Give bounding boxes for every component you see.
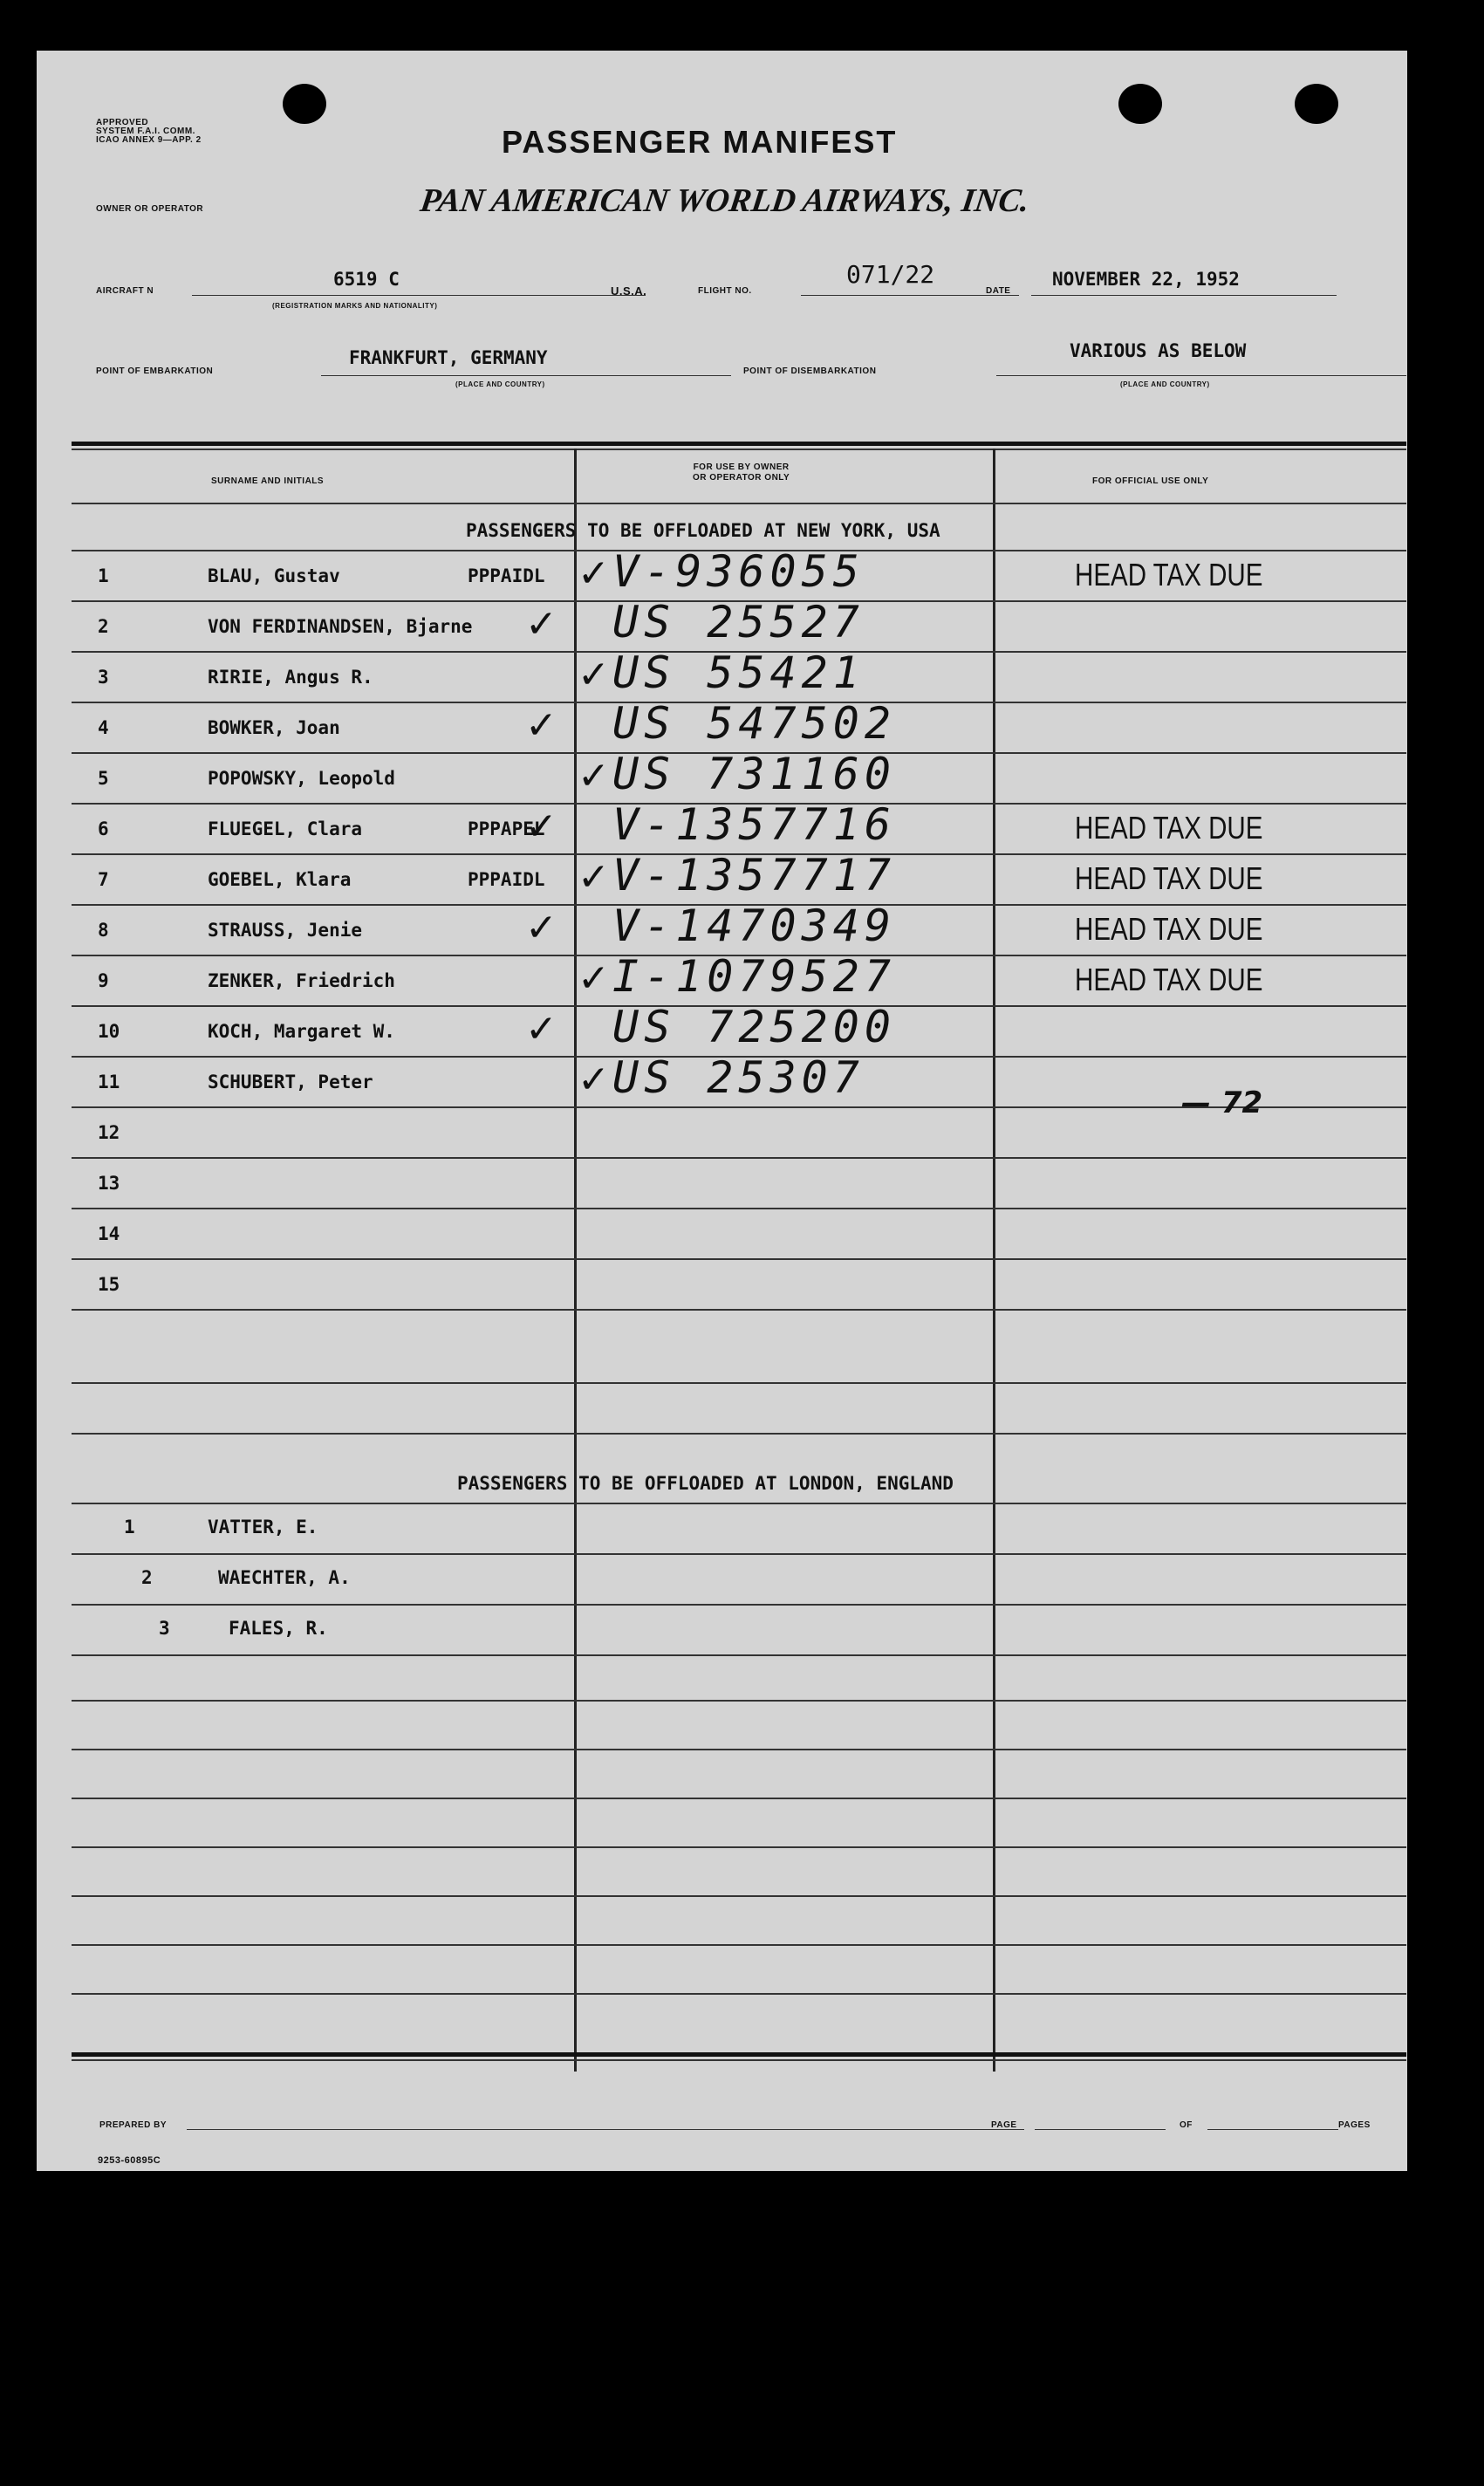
check-mark: ✓ [578,1058,610,1102]
table-row [37,647,1407,703]
passenger-name: WAECHTER, A. [218,1567,351,1588]
row-number: 4 [98,717,109,738]
table-row [37,546,1407,602]
owner-label: OWNER OR OPERATOR [96,204,204,214]
approval-note: APPROVED SYSTEM F.A.I. COMM. ICAO ANNEX 9—APP. 2 [96,118,202,145]
passenger-name: POPOWSKY, Leopold [208,768,395,789]
row-number: 3 [98,667,109,688]
disembark-label: POINT OF DISEMBARKATION [743,366,877,376]
payment-code: PPPAPEL [468,818,545,839]
flight-value: 071/22 [846,260,935,289]
table-row [37,1606,1407,1656]
passenger-name: VON FERDINANDSEN, Bjarne [208,616,473,637]
date-value: NOVEMBER 22, 1952 [1052,269,1240,290]
registration-note: (REGISTRATION MARKS AND NATIONALITY) [272,302,438,310]
ny-section-heading: PASSENGERS TO BE OFFLOADED AT NEW YORK, USA [466,520,940,541]
table-row [37,1159,1407,1209]
disembark-value: VARIOUS AS BELOW [1070,340,1247,361]
table-row [37,901,1407,956]
row-number: 6 [98,818,109,839]
operator-name: PAN AMERICAN WORLD AIRWAYS, INC. [418,182,1032,219]
of-label: OF [1180,2120,1193,2130]
row-number: 15 [98,1274,120,1295]
table-row [37,850,1407,906]
head-tax-stamp: HEAD TAX DUE [1075,911,1263,947]
passenger-name: FLUEGEL, Clara [208,818,363,839]
check-mark: ✓ [578,855,610,900]
table-row [37,1555,1407,1606]
head-tax-stamp: HEAD TAX DUE [1075,810,1263,846]
punch-hole [1295,84,1338,124]
head-tax-stamp: HEAD TAX DUE [1075,557,1263,592]
check-mark: ✓ [525,1007,557,1051]
table-row [37,597,1407,653]
document-number: V-936055 [612,546,865,597]
page-label: PAGE [991,2120,1017,2130]
passenger-name: VATTER, E. [208,1517,318,1537]
document-number: US 731160 [612,749,896,799]
document-number: US 725200 [612,1002,896,1052]
row-number: 10 [98,1021,120,1042]
embark-note: (PLACE AND COUNTRY) [455,380,545,388]
manifest-sheet [37,51,1407,2171]
table-row [37,1209,1407,1260]
row-number: 9 [98,970,109,991]
head-tax-stamp: HEAD TAX DUE [1075,962,1263,997]
row-number: 2 [98,616,109,637]
passenger-name: STRAUSS, Jenie [208,920,363,941]
table-row [37,1002,1407,1058]
row-number: 8 [98,920,109,941]
london-section-heading: PASSENGERS TO BE OFFLOADED AT LONDON, ENGLAND [457,1473,954,1494]
form-number: 9253-60895C [98,2155,161,2166]
embark-value: FRANKFURT, GERMANY [349,347,548,368]
table-top-rule [72,442,1406,446]
passenger-name: GOEBEL, Klara [208,869,352,890]
table-row [37,749,1407,805]
tally-mark: — 72 [1181,1085,1263,1120]
payment-code: PPPAIDL [468,869,545,890]
document-number: V-1357716 [612,799,896,850]
form-title: PASSENGER MANIFEST [502,124,898,160]
col-official-header: FOR OFFICIAL USE ONLY [1092,476,1209,486]
row-number: 1 [98,565,109,586]
date-label: DATE [986,286,1011,296]
passenger-name: RIRIE, Angus R. [208,667,373,688]
punch-hole [283,84,326,124]
row-number: 1 [124,1517,135,1537]
aircraft-value: 6519 C [333,269,400,290]
table-row [37,951,1407,1007]
col-owner-header: FOR USE BY OWNER OR OPERATOR ONLY [693,462,790,483]
table-row [37,799,1407,855]
row-number: 14 [98,1223,120,1244]
row-number: 3 [159,1618,170,1639]
check-mark: ✓ [525,906,557,950]
document-number: US 25527 [612,597,865,647]
aircraft-label: AIRCRAFT N [96,286,154,296]
document-number: US 547502 [612,698,896,749]
punch-hole [1118,84,1162,124]
col-surname-header: SURNAME AND INITIALS [211,476,325,486]
row-number: 13 [98,1173,120,1194]
document-number: US 25307 [612,1052,865,1103]
row-number: 11 [98,1072,120,1092]
embark-label: POINT OF EMBARKATION [96,366,214,376]
check-mark: ✓ [578,551,610,596]
check-mark: ✓ [525,703,557,748]
head-tax-stamp: HEAD TAX DUE [1075,860,1263,896]
document-number: V-1357717 [612,850,896,901]
passenger-name: FALES, R. [229,1618,328,1639]
row-number: 5 [98,768,109,789]
flight-label: FLIGHT NO. [698,286,752,296]
passenger-name: KOCH, Margaret W. [208,1021,395,1042]
check-mark: ✓ [578,653,610,697]
passenger-name: ZENKER, Friedrich [208,970,395,991]
passenger-name: SCHUBERT, Peter [208,1072,373,1092]
table-row [37,1260,1407,1311]
document-number: I-1079527 [612,951,896,1002]
check-mark: ✓ [525,602,557,647]
row-number: 2 [141,1567,153,1588]
payment-code: PPPAIDL [468,565,545,586]
table-bottom-rule [72,2052,1406,2057]
passenger-name: BOWKER, Joan [208,717,340,738]
pages-label: PAGES [1338,2120,1371,2130]
check-mark: ✓ [525,805,557,849]
usa-label: U.S.A. [611,284,647,298]
table-row [37,698,1407,754]
row-number: 12 [98,1122,120,1143]
disembark-note: (PLACE AND COUNTRY) [1120,380,1210,388]
document-number: V-1470349 [612,901,896,951]
check-mark: ✓ [578,956,610,1001]
check-mark: ✓ [578,754,610,798]
passenger-name: BLAU, Gustav [208,565,340,586]
table-row [37,1504,1407,1555]
row-number: 7 [98,869,109,890]
document-number: US 55421 [612,647,865,698]
prepared-label: PREPARED BY [99,2120,167,2130]
